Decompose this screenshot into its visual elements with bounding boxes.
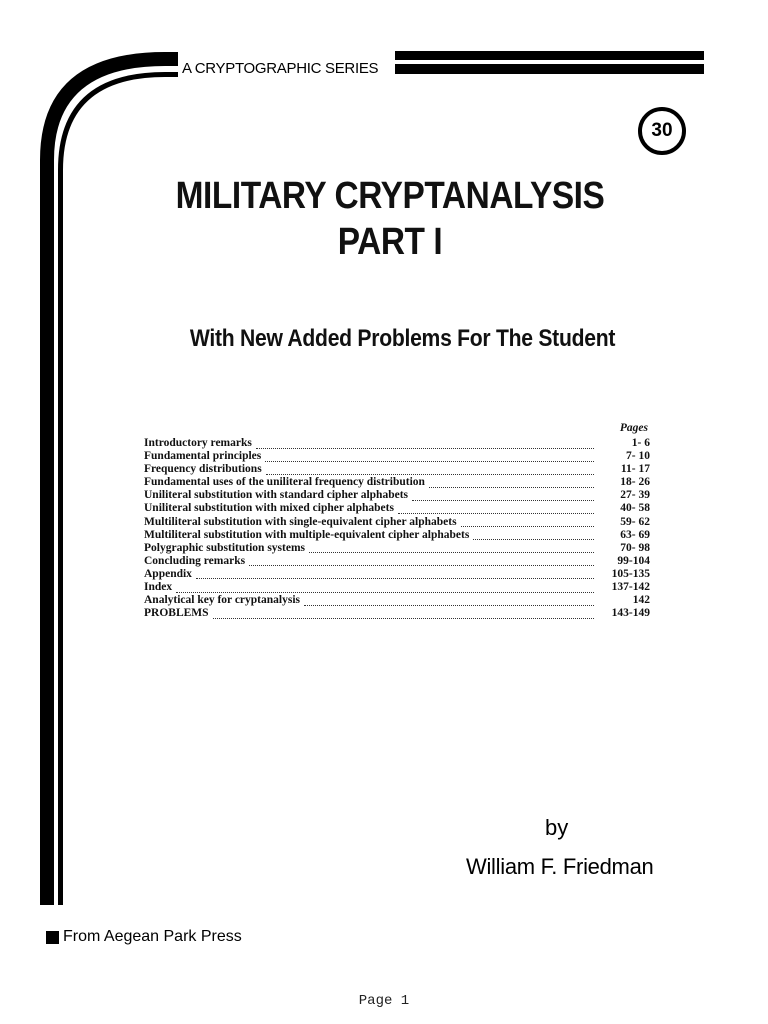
series-label: A CRYPTOGRAPHIC SERIES: [182, 60, 379, 77]
toc-row: [144, 516, 650, 529]
toc-entry-pages: 1- 6: [631, 437, 650, 449]
toc-entry-pages: 70- 98: [620, 541, 650, 554]
toc-row: [144, 542, 650, 555]
toc-entry-pages: 105-135: [611, 567, 650, 580]
toc-entry-pages: 137-142: [611, 581, 650, 594]
toc-entry-title: Uniliteral substitution with mixed cipher alphabets: [144, 502, 394, 515]
toc-leader-dots: [412, 491, 594, 501]
toc-entry-title: Analytical key for cryptanalysis: [144, 594, 300, 607]
toc-entry-pages: 59- 62: [620, 515, 650, 528]
toc-entry-title: Uniliteral substitution with standard cipher alphabets: [144, 489, 409, 502]
table-of-contents: [144, 422, 650, 620]
toc-leader-dots: [429, 478, 594, 488]
byline-by: by: [545, 815, 569, 840]
toc-entry-title: Index: [144, 581, 173, 594]
toc-row: [144, 529, 650, 542]
toc-row: [144, 502, 650, 515]
toc-leader-dots: [256, 439, 594, 449]
toc-leader-dots: [309, 543, 594, 553]
toc-leader-dots: [266, 465, 594, 475]
toc-entry-title: PROBLEMS: [144, 607, 209, 620]
toc-entry-pages: 40- 58: [620, 502, 650, 515]
toc-leader-dots: [213, 609, 594, 619]
toc-row: [144, 555, 650, 568]
book-part: PART I: [337, 221, 443, 263]
toc-row: [144, 437, 650, 450]
toc-entry-pages: 99-104: [617, 554, 650, 567]
toc-entry-title: Multiliteral substitution with single-equivalent cipher alphabets: [144, 515, 457, 528]
pages-heading: Pages: [619, 422, 648, 434]
toc-leader-dots: [265, 452, 594, 462]
book-title: MILITARY CRYPTANALYSIS: [175, 175, 605, 217]
toc-row: [144, 607, 650, 620]
toc-leader-dots: [461, 517, 594, 527]
toc-row: [144, 568, 650, 581]
title-block: [140, 174, 640, 266]
volume-number-badge: 30: [638, 107, 686, 155]
toc-entry-pages: 143-149: [611, 607, 650, 620]
square-bullet-icon: [46, 931, 59, 944]
publisher-name: From Aegean Park Press: [63, 928, 242, 945]
toc-entry-title: Appendix: [144, 567, 192, 580]
toc-entry-title: Frequency distributions: [144, 463, 262, 476]
toc-leader-dots: [196, 569, 594, 579]
toc-leader-dots: [473, 530, 594, 540]
toc-entry-title: Polygraphic substitution systems: [144, 541, 306, 554]
toc-entry-pages: 18- 26: [620, 476, 650, 489]
toc-entry-title: Fundamental uses of the uniliteral frequency distribution: [144, 476, 425, 489]
toc-entries: [144, 437, 650, 620]
toc-entry-title: Introductory remarks: [144, 437, 252, 449]
toc-row: [144, 489, 650, 502]
toc-leader-dots: [249, 556, 594, 566]
toc-leader-dots: [176, 583, 594, 593]
toc-entry-pages: 142: [632, 594, 650, 607]
toc-entry-pages: 7- 10: [626, 450, 650, 463]
toc-row: [144, 450, 650, 463]
book-subtitle: With New Added Problems For The Student: [189, 325, 616, 352]
toc-entry-title: Fundamental principles: [144, 450, 262, 463]
toc-entry-pages: 27- 39: [620, 489, 650, 502]
toc-row: [144, 476, 650, 489]
toc-entry-pages: 11- 17: [620, 463, 650, 476]
toc-leader-dots: [304, 596, 594, 606]
toc-entry-title: Multiliteral substitution with multiple-equivalent cipher alphabets: [144, 528, 470, 541]
toc-row: [144, 581, 650, 594]
toc-row: [144, 594, 650, 607]
author-name: William F. Friedman: [466, 854, 654, 879]
toc-row: [144, 463, 650, 476]
toc-entry-pages: 63- 69: [620, 528, 650, 541]
toc-entry-title: Concluding remarks: [144, 554, 246, 567]
page-number: Page 1: [358, 993, 410, 1009]
toc-leader-dots: [398, 504, 594, 514]
publisher-line: [46, 928, 242, 946]
